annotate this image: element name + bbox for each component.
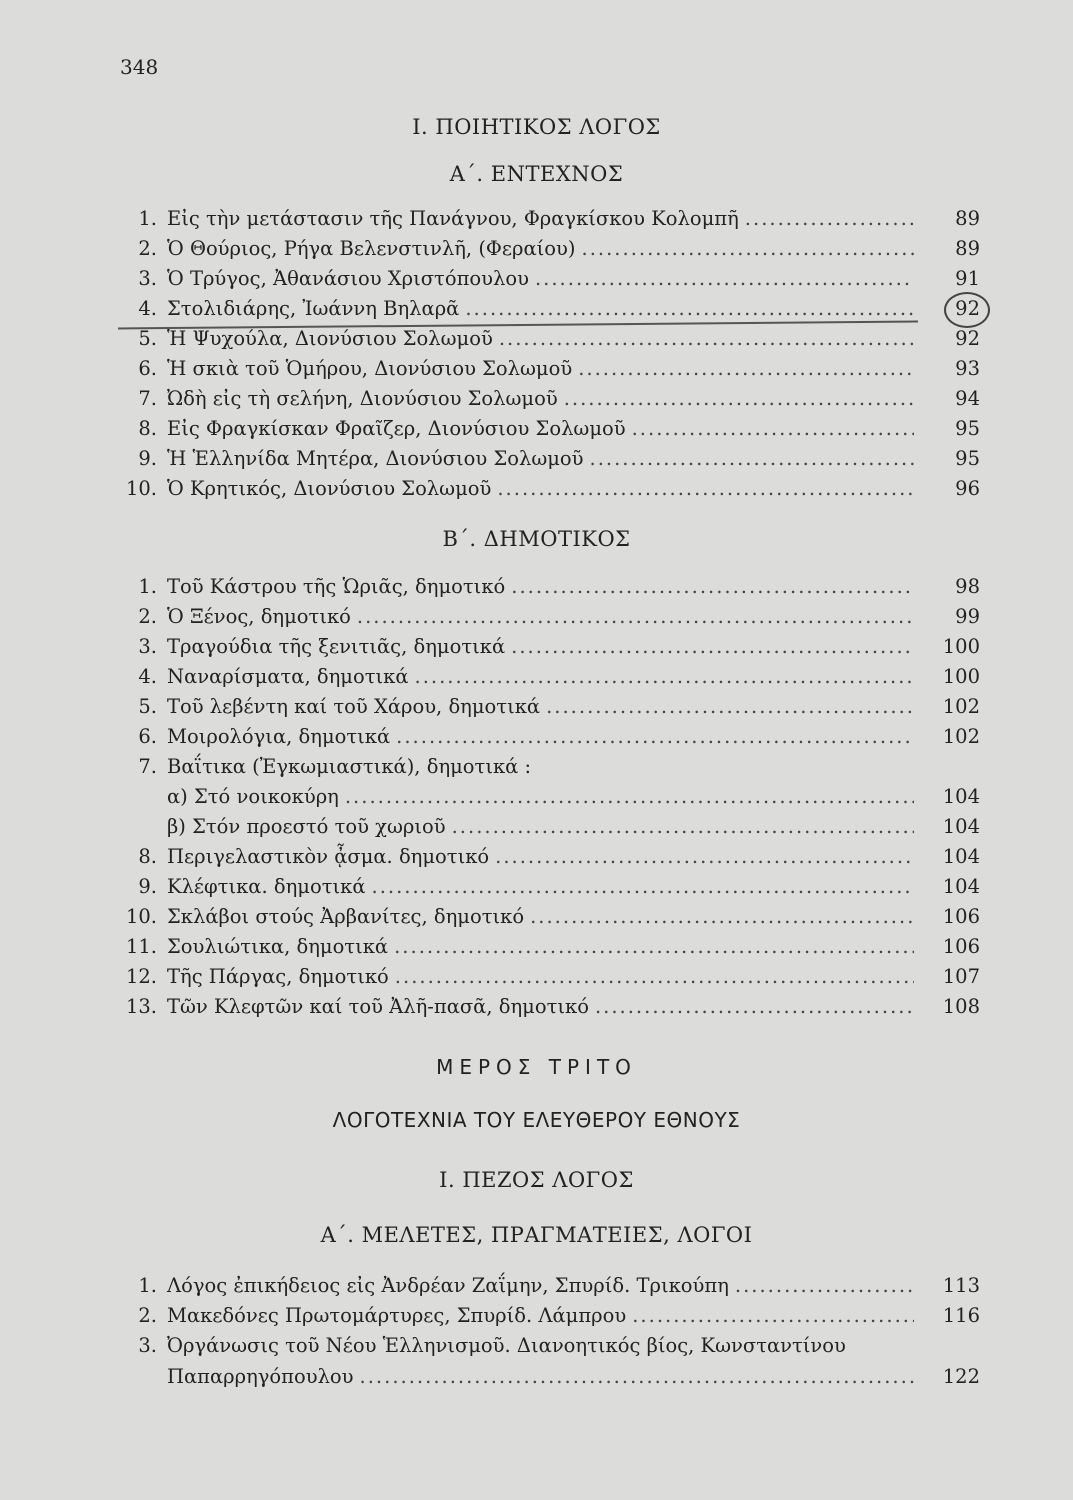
part-three-heading: ΜΕΡΟΣ ΤΡΙΤΟ <box>436 1055 637 1079</box>
entry-page: 113 <box>942 1274 980 1297</box>
leader-dots <box>511 635 914 658</box>
entry-page: 94 <box>955 387 980 410</box>
entry-page: 106 <box>942 905 980 928</box>
entry-number: 10. <box>125 905 157 928</box>
toc-entry <box>125 327 980 355</box>
leader-dots <box>345 785 914 808</box>
entry-title: Βαΐτικα (Ἐγκωμιαστικά), δημοτικά : <box>167 755 532 778</box>
toc-entry <box>125 477 980 505</box>
toc-entry <box>125 575 980 603</box>
entry-title: Εἰς τὴν μετάστασιν τῆς Πανάγνου, Φραγκίσκου Κολομπῆ <box>167 207 739 230</box>
toc-entry <box>125 387 980 415</box>
toc-entry <box>125 1274 980 1302</box>
leader-dots <box>357 605 914 628</box>
entry-number: 4. <box>138 297 157 320</box>
entry-title: Σκλάβοι στούς Ἀρβανίτες, δημοτικό <box>167 905 525 928</box>
entry-number: 2. <box>138 237 157 260</box>
entry-title: Τοῦ Κάστρου τῆς Ὡριᾶς, δημοτικό <box>167 575 506 598</box>
entry-title: Περιγελαστικὸν ᾆσμα. δημοτικό <box>167 845 490 868</box>
entry-number: 3. <box>138 1334 157 1357</box>
entry-page: 89 <box>955 237 980 260</box>
entry-number: 5. <box>138 695 157 718</box>
toc-entry <box>125 875 980 903</box>
part-three-subheading: ΛΟΓΟΤΕΧΝΙΑ ΤΟΥ ΕΛΕΥΘΕΡΟΥ ΕΘΝΟΥΣ <box>332 1108 741 1132</box>
entry-number: 7. <box>138 387 157 410</box>
entry-title: Τοῦ λεβέντη καί τοῦ Χάρου, δημοτικά <box>167 695 541 718</box>
leader-dots <box>564 387 914 410</box>
leader-dots <box>546 695 914 718</box>
entry-title: α) Στό νοικοκύρη <box>167 785 339 808</box>
toc-entry <box>125 785 980 813</box>
toc-entry <box>125 357 980 385</box>
toc-entry <box>125 267 980 295</box>
entry-number: 10. <box>125 477 157 500</box>
leader-dots <box>452 815 914 838</box>
pen-circle <box>944 292 990 328</box>
entry-page: 104 <box>942 845 980 868</box>
toc-entry <box>125 755 980 783</box>
toc-entry <box>125 965 980 993</box>
leader-dots <box>415 665 915 688</box>
toc-entry <box>125 417 980 445</box>
entry-title: Τῆς Πάργας, δημοτικό <box>167 965 389 988</box>
entry-number: 6. <box>138 357 157 380</box>
section-heading-prose: Ι. ΠΕΖΟΣ ΛΟΓΟΣ <box>439 1168 634 1192</box>
entry-title: β) Στόν προεστό τοῦ χωριοῦ <box>167 815 446 838</box>
entry-number: 4. <box>138 665 157 688</box>
entry-number: 2. <box>138 1304 157 1327</box>
toc-entry <box>125 605 980 633</box>
leader-dots <box>499 327 914 350</box>
entry-page: 93 <box>955 357 980 380</box>
entry-title: Τραγούδια τῆς ξενιτιᾶς, δημοτικά <box>167 635 506 658</box>
entry-number: 9. <box>138 447 157 470</box>
entry-title: Ὀργάνωσις τοῦ Νέου Ἑλληνισμοῦ. Διανοητικός βίος, Κωνσταντίνου <box>167 1334 846 1357</box>
entry-number: 11. <box>125 935 157 958</box>
entry-page: 104 <box>942 785 980 808</box>
entry-title: Σουλιώτικα, δημοτικά <box>167 935 389 958</box>
entry-title: Μακεδόνες Πρωτομάρτυρες, Σπυρίδ. Λάμπρου <box>167 1304 627 1327</box>
entry-number: 1. <box>138 1274 157 1297</box>
entry-page: 99 <box>955 605 980 628</box>
entry-page: 98 <box>955 575 980 598</box>
entry-number: 5. <box>138 327 157 350</box>
toc-entry <box>125 845 980 873</box>
subheading-entechnos: Α΄. ΕΝΤΕΧΝΟΣ <box>449 162 624 186</box>
entry-page: 116 <box>942 1304 980 1327</box>
entry-number: 3. <box>138 635 157 658</box>
entry-page: 122 <box>942 1365 980 1388</box>
entry-title: Ὁ Ξένος, δημοτικό <box>167 605 351 628</box>
toc-entry <box>125 665 980 693</box>
toc-entry <box>125 935 980 963</box>
toc-entry <box>125 725 980 753</box>
entry-number: 1. <box>138 575 157 598</box>
entry-number: 2. <box>138 605 157 628</box>
entry-title: Παπαρρηγόπουλου <box>167 1365 354 1388</box>
entry-title: Ναναρίσματα, δημοτικά <box>167 665 409 688</box>
toc-entry <box>125 995 980 1023</box>
leader-dots <box>372 875 915 898</box>
toc-entry <box>125 905 980 933</box>
entry-page: 96 <box>955 477 980 500</box>
entry-number: 9. <box>138 875 157 898</box>
leader-dots <box>632 417 914 440</box>
entry-title: Ὁ Τρύγος, Ἀθανάσιου Χριστόπουλου <box>167 267 529 290</box>
toc-entry <box>125 815 980 843</box>
entry-title: Ἡ Ψυχούλα, Διονύσιου Σολωμοῦ <box>167 327 493 350</box>
leader-dots <box>394 935 914 958</box>
leader-dots <box>465 297 914 320</box>
entry-title: Λόγος ἐπικήδειος εἰς Ἀνδρέαν Ζαΐμην, Σπυρίδ. Τρικούπη <box>167 1274 729 1297</box>
leader-dots <box>495 845 914 868</box>
entry-number: 12. <box>125 965 157 988</box>
entry-number: 1. <box>138 207 157 230</box>
toc-entry <box>125 1334 980 1362</box>
entry-title: Τῶν Κλεφτῶν καί τοῦ Ἀλῆ-πασᾶ, δημοτικό <box>167 995 589 1018</box>
leader-dots <box>578 357 914 380</box>
toc-entry <box>125 207 980 235</box>
entry-number: 13. <box>125 995 157 1018</box>
toc-entry <box>125 635 980 663</box>
entry-title: Ὁ Θούριος, Ρήγα Βελενστινλῆ, (Φεραίου) <box>167 237 576 260</box>
entry-title: Ὠδὴ εἰς τὴ σελήνη, Διονύσιου Σολωμοῦ <box>167 387 558 410</box>
leader-dots <box>745 207 914 230</box>
leader-dots <box>395 965 914 988</box>
leader-dots <box>360 1365 914 1388</box>
leader-dots <box>535 267 914 290</box>
entry-page: 102 <box>942 695 980 718</box>
leader-dots <box>530 905 914 928</box>
leader-dots <box>396 725 914 748</box>
entry-page: 108 <box>942 995 980 1018</box>
entry-number: 6. <box>138 725 157 748</box>
entry-page: 92 <box>955 327 980 350</box>
entry-number: 7. <box>138 755 157 778</box>
leader-dots <box>735 1274 914 1297</box>
entry-number: 8. <box>138 845 157 868</box>
entry-title: Ἡ Ἑλληνίδα Μητέρα, Διονύσιου Σολωμοῦ <box>167 447 584 470</box>
entry-title: Εἰς Φραγκίσκαν Φραῖζερ, Διονύσιου Σολωμοῦ <box>167 417 626 440</box>
leader-dots <box>511 575 914 598</box>
entry-page: 91 <box>955 267 980 290</box>
entry-page: 102 <box>942 725 980 748</box>
entry-page: 95 <box>955 447 980 470</box>
subheading-meletes: Α΄. ΜΕΛΕΤΕΣ, ΠΡΑΓΜΑΤΕΙΕΣ, ΛΟΓΟΙ <box>320 1223 753 1247</box>
entry-title: Μοιρολόγια, δημοτικά <box>167 725 391 748</box>
entry-page: 100 <box>942 665 980 688</box>
entry-page: 106 <box>942 935 980 958</box>
toc-entry <box>125 447 980 475</box>
toc-entry <box>125 237 980 265</box>
leader-dots <box>632 1304 914 1327</box>
entry-page: 104 <box>942 815 980 838</box>
leader-dots <box>595 995 914 1018</box>
entry-title: Ἡ σκιὰ τοῦ Ὁμήρου, Διονύσιου Σολωμοῦ <box>167 357 573 380</box>
leader-dots <box>582 237 915 260</box>
entry-page: 100 <box>942 635 980 658</box>
entry-page: 104 <box>942 875 980 898</box>
subheading-dimotikos: Β΄. ΔΗΜΟΤΙΚΟΣ <box>442 527 631 551</box>
entry-page: 95 <box>955 417 980 440</box>
toc-entry <box>125 1365 980 1393</box>
entry-title: Στολιδιάρης, Ἰωάννη Βηλαρᾶ <box>167 297 460 320</box>
toc-entry <box>125 695 980 723</box>
page-number: 348 <box>120 55 159 79</box>
entry-number: 3. <box>138 267 157 290</box>
section-heading-poetic: Ι. ΠΟΙΗΤΙΚΟΣ ΛΟΓΟΣ <box>412 115 661 139</box>
entry-page: 107 <box>942 965 980 988</box>
leader-dots <box>497 477 914 500</box>
entry-page: 89 <box>955 207 980 230</box>
toc-entry <box>125 1304 980 1332</box>
entry-number: 8. <box>138 417 157 440</box>
entry-title: Ὁ Κρητικός, Διονύσιου Σολωμοῦ <box>167 477 492 500</box>
leader-dots <box>590 447 914 470</box>
entry-title: Κλέφτικα. δημοτικά <box>167 875 366 898</box>
entry-page: 92 <box>955 297 980 320</box>
